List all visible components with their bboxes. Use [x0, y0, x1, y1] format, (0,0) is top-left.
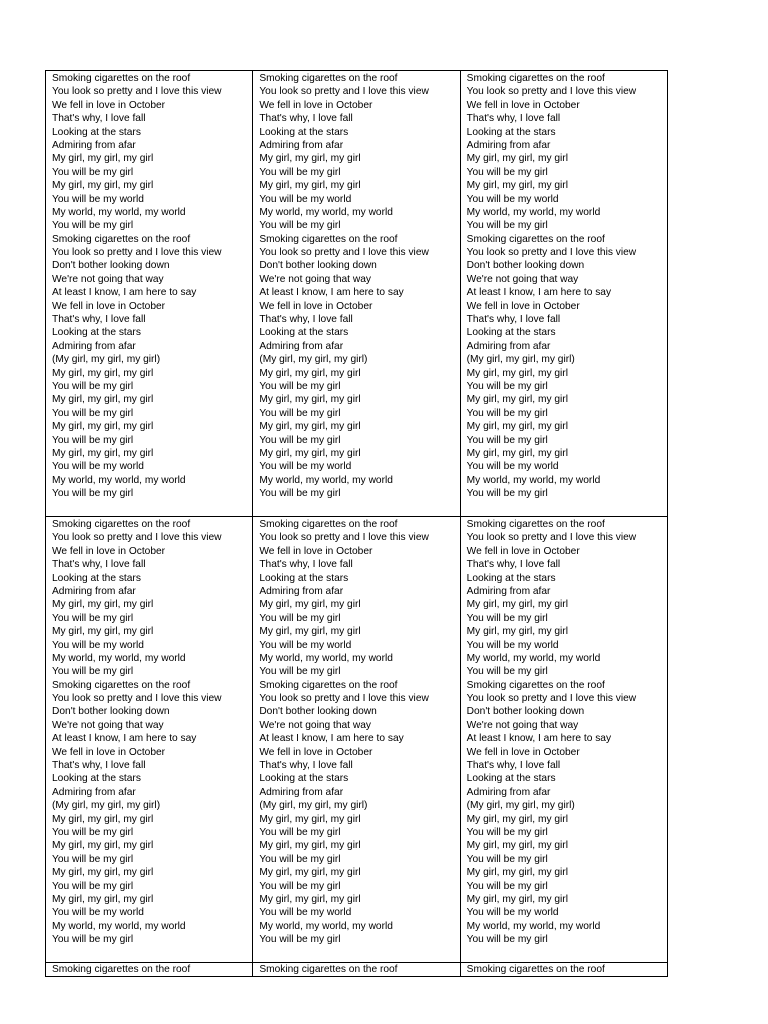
lyrics-block [52, 517, 252, 947]
table-row [46, 963, 668, 977]
lyric-line: My girl, my girl, my girl [466, 367, 568, 379]
lyrics-cell [460, 963, 667, 977]
lyric-line: Admiring from afar [466, 786, 551, 798]
lyric-line: (My girl, my girl, my girl) [466, 354, 575, 366]
lyric-line: My world, my world, my world [52, 652, 186, 664]
lyric-line: My girl, my girl, my girl [52, 421, 154, 433]
lyric-line: We're not going that way [52, 719, 164, 731]
lyric-line: Don't bother looking down [466, 706, 585, 718]
lyric-line: (My girl, my girl, my girl) [466, 800, 575, 812]
lyric-line: We fell in love in October [52, 99, 166, 111]
lyric-line: At least I know, I am here to say [52, 287, 197, 299]
lyric-line: You will be my girl [259, 880, 341, 892]
lyric-line: That's why, I love fall [466, 314, 561, 326]
lyrics-cell [253, 71, 460, 517]
lyric-line: Looking at the stars [466, 773, 556, 785]
lyric-line: My girl, my girl, my girl [466, 394, 568, 406]
lyric-line: You will be my girl [466, 612, 548, 624]
lyric-line: You will be my world [259, 639, 352, 651]
lyric-line: You will be my girl [259, 407, 341, 419]
lyric-line: You will be my girl [259, 826, 341, 838]
lyric-line: You look so pretty and I love this view [466, 86, 637, 98]
lyric-line: At least I know, I am here to say [466, 287, 612, 299]
lyric-line: You look so pretty and I love this view [466, 532, 637, 544]
lyric-line: You look so pretty and I love this view [52, 693, 222, 705]
lyric-line: You will be my girl [52, 853, 134, 865]
lyric-line: Looking at the stars [52, 327, 141, 339]
lyric-line: You will be my world [466, 639, 559, 651]
lyric-line: My world, my world, my world [466, 474, 601, 486]
lyric-line: My girl, my girl, my girl [52, 153, 154, 165]
lyric-line: Looking at the stars [52, 773, 141, 785]
lyric-line: Smoking cigarettes on the roof [259, 519, 398, 530]
lyrics-block [52, 71, 252, 501]
lyric-line: Admiring from afar [466, 585, 551, 597]
lyric-line: Smoking cigarettes on the roof [259, 73, 398, 84]
lyric-line: Looking at the stars [259, 126, 349, 138]
lyric-line: My girl, my girl, my girl [259, 626, 361, 638]
lyric-line: My girl, my girl, my girl [259, 599, 361, 611]
lyric-line: You will be my girl [466, 220, 548, 232]
lyric-line: You will be my girl [52, 488, 134, 500]
lyric-line: That's why, I love fall [52, 559, 146, 571]
lyric-line: My girl, my girl, my girl [466, 447, 568, 459]
lyric-line: My girl, my girl, my girl [259, 813, 361, 825]
lyric-line: You will be my girl [259, 488, 341, 500]
lyrics-table [45, 71, 668, 977]
lyric-line: My girl, my girl, my girl [52, 893, 154, 905]
lyrics-block [467, 517, 667, 947]
lyric-line: Smoking cigarettes on the roof [52, 964, 191, 975]
lyric-line: You will be my girl [259, 220, 341, 232]
lyric-line: We're not going that way [466, 273, 579, 285]
lyric-line: My world, my world, my world [259, 920, 393, 932]
lyrics-cell [253, 963, 460, 977]
lyric-line: We fell in love in October [52, 300, 166, 312]
lyric-line: My girl, my girl, my girl [466, 180, 568, 192]
lyric-line: You will be my girl [52, 666, 134, 678]
lyric-line: Smoking cigarettes on the roof [52, 73, 191, 84]
lyric-line: You look so pretty and I love this view [259, 532, 429, 544]
lyrics-cell [46, 963, 253, 977]
lyric-line: You will be my world [466, 907, 559, 919]
lyric-line: You will be my girl [466, 934, 548, 946]
lyric-line: My world, my world, my world [259, 474, 393, 486]
lyric-line: You will be my girl [52, 934, 134, 946]
lyric-line: My girl, my girl, my girl [52, 867, 154, 879]
lyric-line: My girl, my girl, my girl [259, 840, 361, 852]
lyric-line: Looking at the stars [466, 572, 556, 584]
table-row [46, 71, 668, 517]
lyric-line: Smoking cigarettes on the roof [259, 964, 398, 975]
lyric-line: My world, my world, my world [259, 206, 393, 218]
lyric-line: We fell in love in October [259, 99, 373, 111]
lyric-line: Smoking cigarettes on the roof [52, 679, 191, 691]
lyrics-cell [460, 71, 667, 517]
lyric-line: My world, my world, my world [466, 652, 601, 664]
lyric-line: My girl, my girl, my girl [259, 180, 361, 192]
lyric-line: You will be my world [259, 907, 352, 919]
lyric-line: You will be my girl [466, 880, 548, 892]
lyric-line: My girl, my girl, my girl [52, 447, 154, 459]
lyric-line: My girl, my girl, my girl [52, 394, 154, 406]
lyric-line: Admiring from afar [259, 340, 344, 352]
lyric-line: You will be my girl [52, 407, 134, 419]
lyrics-cell [46, 517, 253, 963]
lyric-line: You will be my girl [259, 612, 341, 624]
lyric-line: You will be my girl [259, 380, 341, 392]
lyric-line: Admiring from afar [52, 139, 136, 151]
lyric-line: You will be my girl [466, 380, 548, 392]
lyric-line: We fell in love in October [52, 545, 166, 557]
lyric-line: You will be my girl [466, 434, 548, 446]
lyric-line: My girl, my girl, my girl [52, 813, 154, 825]
lyrics-block [467, 71, 667, 501]
lyric-line: My girl, my girl, my girl [259, 394, 361, 406]
lyric-line: (My girl, my girl, my girl) [52, 354, 161, 366]
lyrics-sheet [45, 70, 668, 978]
lyric-line: That's why, I love fall [466, 760, 561, 772]
lyric-line: Don't bother looking down [259, 260, 377, 272]
lyric-line: At least I know, I am here to say [259, 733, 404, 745]
lyric-line: My girl, my girl, my girl [259, 867, 361, 879]
lyric-line: You look so pretty and I love this view [466, 693, 637, 705]
lyric-line: You will be my girl [52, 166, 134, 178]
lyric-line: You look so pretty and I love this view [52, 86, 222, 98]
lyric-line: You will be my world [466, 461, 559, 473]
lyric-line: (My girl, my girl, my girl) [259, 800, 368, 812]
lyric-line: We fell in love in October [466, 99, 580, 111]
lyric-line: Looking at the stars [466, 327, 556, 339]
lyric-line: Looking at the stars [259, 327, 349, 339]
lyric-line: At least I know, I am here to say [259, 287, 404, 299]
lyric-line: My girl, my girl, my girl [259, 153, 361, 165]
lyric-line: You will be my girl [52, 220, 134, 232]
lyric-line: My girl, my girl, my girl [259, 893, 361, 905]
lyric-line: That's why, I love fall [259, 113, 353, 125]
lyric-line: My world, my world, my world [259, 652, 393, 664]
lyric-line: Smoking cigarettes on the roof [259, 233, 398, 245]
lyric-line: You look so pretty and I love this view [52, 247, 222, 259]
lyric-line: My girl, my girl, my girl [466, 153, 568, 165]
lyric-line: You will be my world [259, 193, 352, 205]
lyric-line: My girl, my girl, my girl [52, 599, 154, 611]
lyric-line: We fell in love in October [259, 545, 373, 557]
lyric-line: We're not going that way [52, 273, 164, 285]
lyric-line: Smoking cigarettes on the roof [259, 679, 398, 691]
lyric-line: Smoking cigarettes on the roof [466, 233, 605, 245]
lyric-line: You look so pretty and I love this view [259, 86, 429, 98]
lyric-line: My girl, my girl, my girl [466, 626, 568, 638]
lyric-line: Looking at the stars [259, 773, 349, 785]
lyric-line: You will be my girl [52, 826, 134, 838]
lyric-line: My girl, my girl, my girl [52, 626, 154, 638]
lyric-line: My girl, my girl, my girl [466, 421, 568, 433]
lyrics-cell [253, 517, 460, 963]
lyric-line: My girl, my girl, my girl [52, 180, 154, 192]
lyric-line: Admiring from afar [259, 585, 344, 597]
lyric-line: Looking at the stars [52, 126, 141, 138]
lyric-line: My girl, my girl, my girl [52, 367, 154, 379]
lyric-line: We're not going that way [259, 273, 371, 285]
lyric-line: My world, my world, my world [52, 474, 186, 486]
lyric-line: Admiring from afar [52, 585, 136, 597]
lyric-line: You will be my girl [52, 434, 134, 446]
lyric-line: Smoking cigarettes on the roof [466, 73, 605, 84]
lyric-line: That's why, I love fall [259, 314, 353, 326]
lyric-line: We fell in love in October [466, 746, 580, 758]
lyric-line: You will be my girl [259, 166, 341, 178]
lyric-line: You look so pretty and I love this view [52, 532, 222, 544]
lyric-line: We're not going that way [259, 719, 371, 731]
lyric-line: You will be my girl [259, 666, 341, 678]
lyric-line: You will be my girl [52, 880, 134, 892]
lyric-line: We're not going that way [466, 719, 579, 731]
lyric-line: That's why, I love fall [52, 760, 146, 772]
lyric-line: My girl, my girl, my girl [259, 447, 361, 459]
lyric-line: My girl, my girl, my girl [466, 599, 568, 611]
lyric-line: You will be my girl [259, 853, 341, 865]
lyric-line: You will be my world [52, 639, 144, 651]
lyric-line: That's why, I love fall [52, 113, 146, 125]
lyric-line: You will be my girl [466, 853, 548, 865]
lyric-line: Don't bother looking down [259, 706, 377, 718]
lyric-line: You will be my girl [466, 488, 548, 500]
lyric-line: Looking at the stars [259, 572, 349, 584]
lyric-line: My girl, my girl, my girl [466, 813, 568, 825]
lyric-line: That's why, I love fall [466, 113, 561, 125]
lyric-line: You will be my girl [466, 166, 548, 178]
lyric-line: Admiring from afar [466, 340, 551, 352]
lyric-line: Don't bother looking down [52, 260, 170, 272]
lyric-line: (My girl, my girl, my girl) [259, 354, 368, 366]
lyric-line: Admiring from afar [52, 786, 136, 798]
lyric-line: You will be my girl [52, 380, 134, 392]
lyric-line: Looking at the stars [466, 126, 556, 138]
lyric-line: You will be my world [52, 907, 144, 919]
lyrics-block [259, 517, 459, 947]
lyric-line: We fell in love in October [52, 746, 166, 758]
table-row [46, 517, 668, 963]
lyric-line: Don't bother looking down [466, 260, 585, 272]
lyric-line: My girl, my girl, my girl [259, 421, 361, 433]
lyric-line: Admiring from afar [52, 340, 136, 352]
lyric-line: Smoking cigarettes on the roof [52, 519, 191, 530]
lyric-line: You will be my girl [466, 407, 548, 419]
lyric-line: My girl, my girl, my girl [466, 867, 568, 879]
lyric-line: You will be my girl [466, 666, 548, 678]
lyric-line: Smoking cigarettes on the roof [466, 964, 605, 975]
lyric-line: Don't bother looking down [52, 706, 170, 718]
lyric-line: We fell in love in October [466, 300, 580, 312]
lyric-line: We fell in love in October [466, 545, 580, 557]
lyric-line: We fell in love in October [259, 300, 373, 312]
lyric-line: My girl, my girl, my girl [466, 893, 568, 905]
lyric-line: That's why, I love fall [259, 559, 353, 571]
lyric-line: You look so pretty and I love this view [259, 247, 429, 259]
lyric-line: Admiring from afar [259, 139, 344, 151]
lyric-line: That's why, I love fall [259, 760, 353, 772]
lyric-line: You look so pretty and I love this view [259, 693, 429, 705]
lyric-line: Looking at the stars [52, 572, 141, 584]
lyric-line: You look so pretty and I love this view [466, 247, 637, 259]
lyric-line: You will be my world [259, 461, 352, 473]
lyric-line: That's why, I love fall [52, 314, 146, 326]
lyric-line: You will be my world [52, 193, 144, 205]
lyric-line: My girl, my girl, my girl [52, 840, 154, 852]
lyric-line: At least I know, I am here to say [52, 733, 197, 745]
lyric-line: Smoking cigarettes on the roof [52, 233, 191, 245]
lyric-line: My world, my world, my world [52, 920, 186, 932]
lyrics-cell [460, 517, 667, 963]
lyric-line: Smoking cigarettes on the roof [466, 519, 605, 530]
lyric-line: My world, my world, my world [466, 206, 601, 218]
lyric-line: You will be my girl [259, 934, 341, 946]
lyric-line: You will be my girl [259, 434, 341, 446]
lyric-line: You will be my girl [52, 612, 134, 624]
lyrics-cell [46, 71, 253, 517]
lyric-line: You will be my girl [466, 826, 548, 838]
lyric-line: My world, my world, my world [52, 206, 186, 218]
lyric-line: That's why, I love fall [466, 559, 561, 571]
lyric-line: My girl, my girl, my girl [259, 367, 361, 379]
lyric-line: You will be my world [52, 461, 144, 473]
lyric-line: Smoking cigarettes on the roof [466, 679, 605, 691]
lyric-line: (My girl, my girl, my girl) [52, 800, 161, 812]
lyric-line: You will be my world [466, 193, 559, 205]
lyric-line: My world, my world, my world [466, 920, 601, 932]
lyric-line: We fell in love in October [259, 746, 373, 758]
lyrics-block [259, 71, 459, 501]
lyric-line: My girl, my girl, my girl [466, 840, 568, 852]
lyric-line: Admiring from afar [259, 786, 344, 798]
lyric-line: At least I know, I am here to say [466, 733, 612, 745]
lyric-line: Admiring from afar [466, 139, 551, 151]
